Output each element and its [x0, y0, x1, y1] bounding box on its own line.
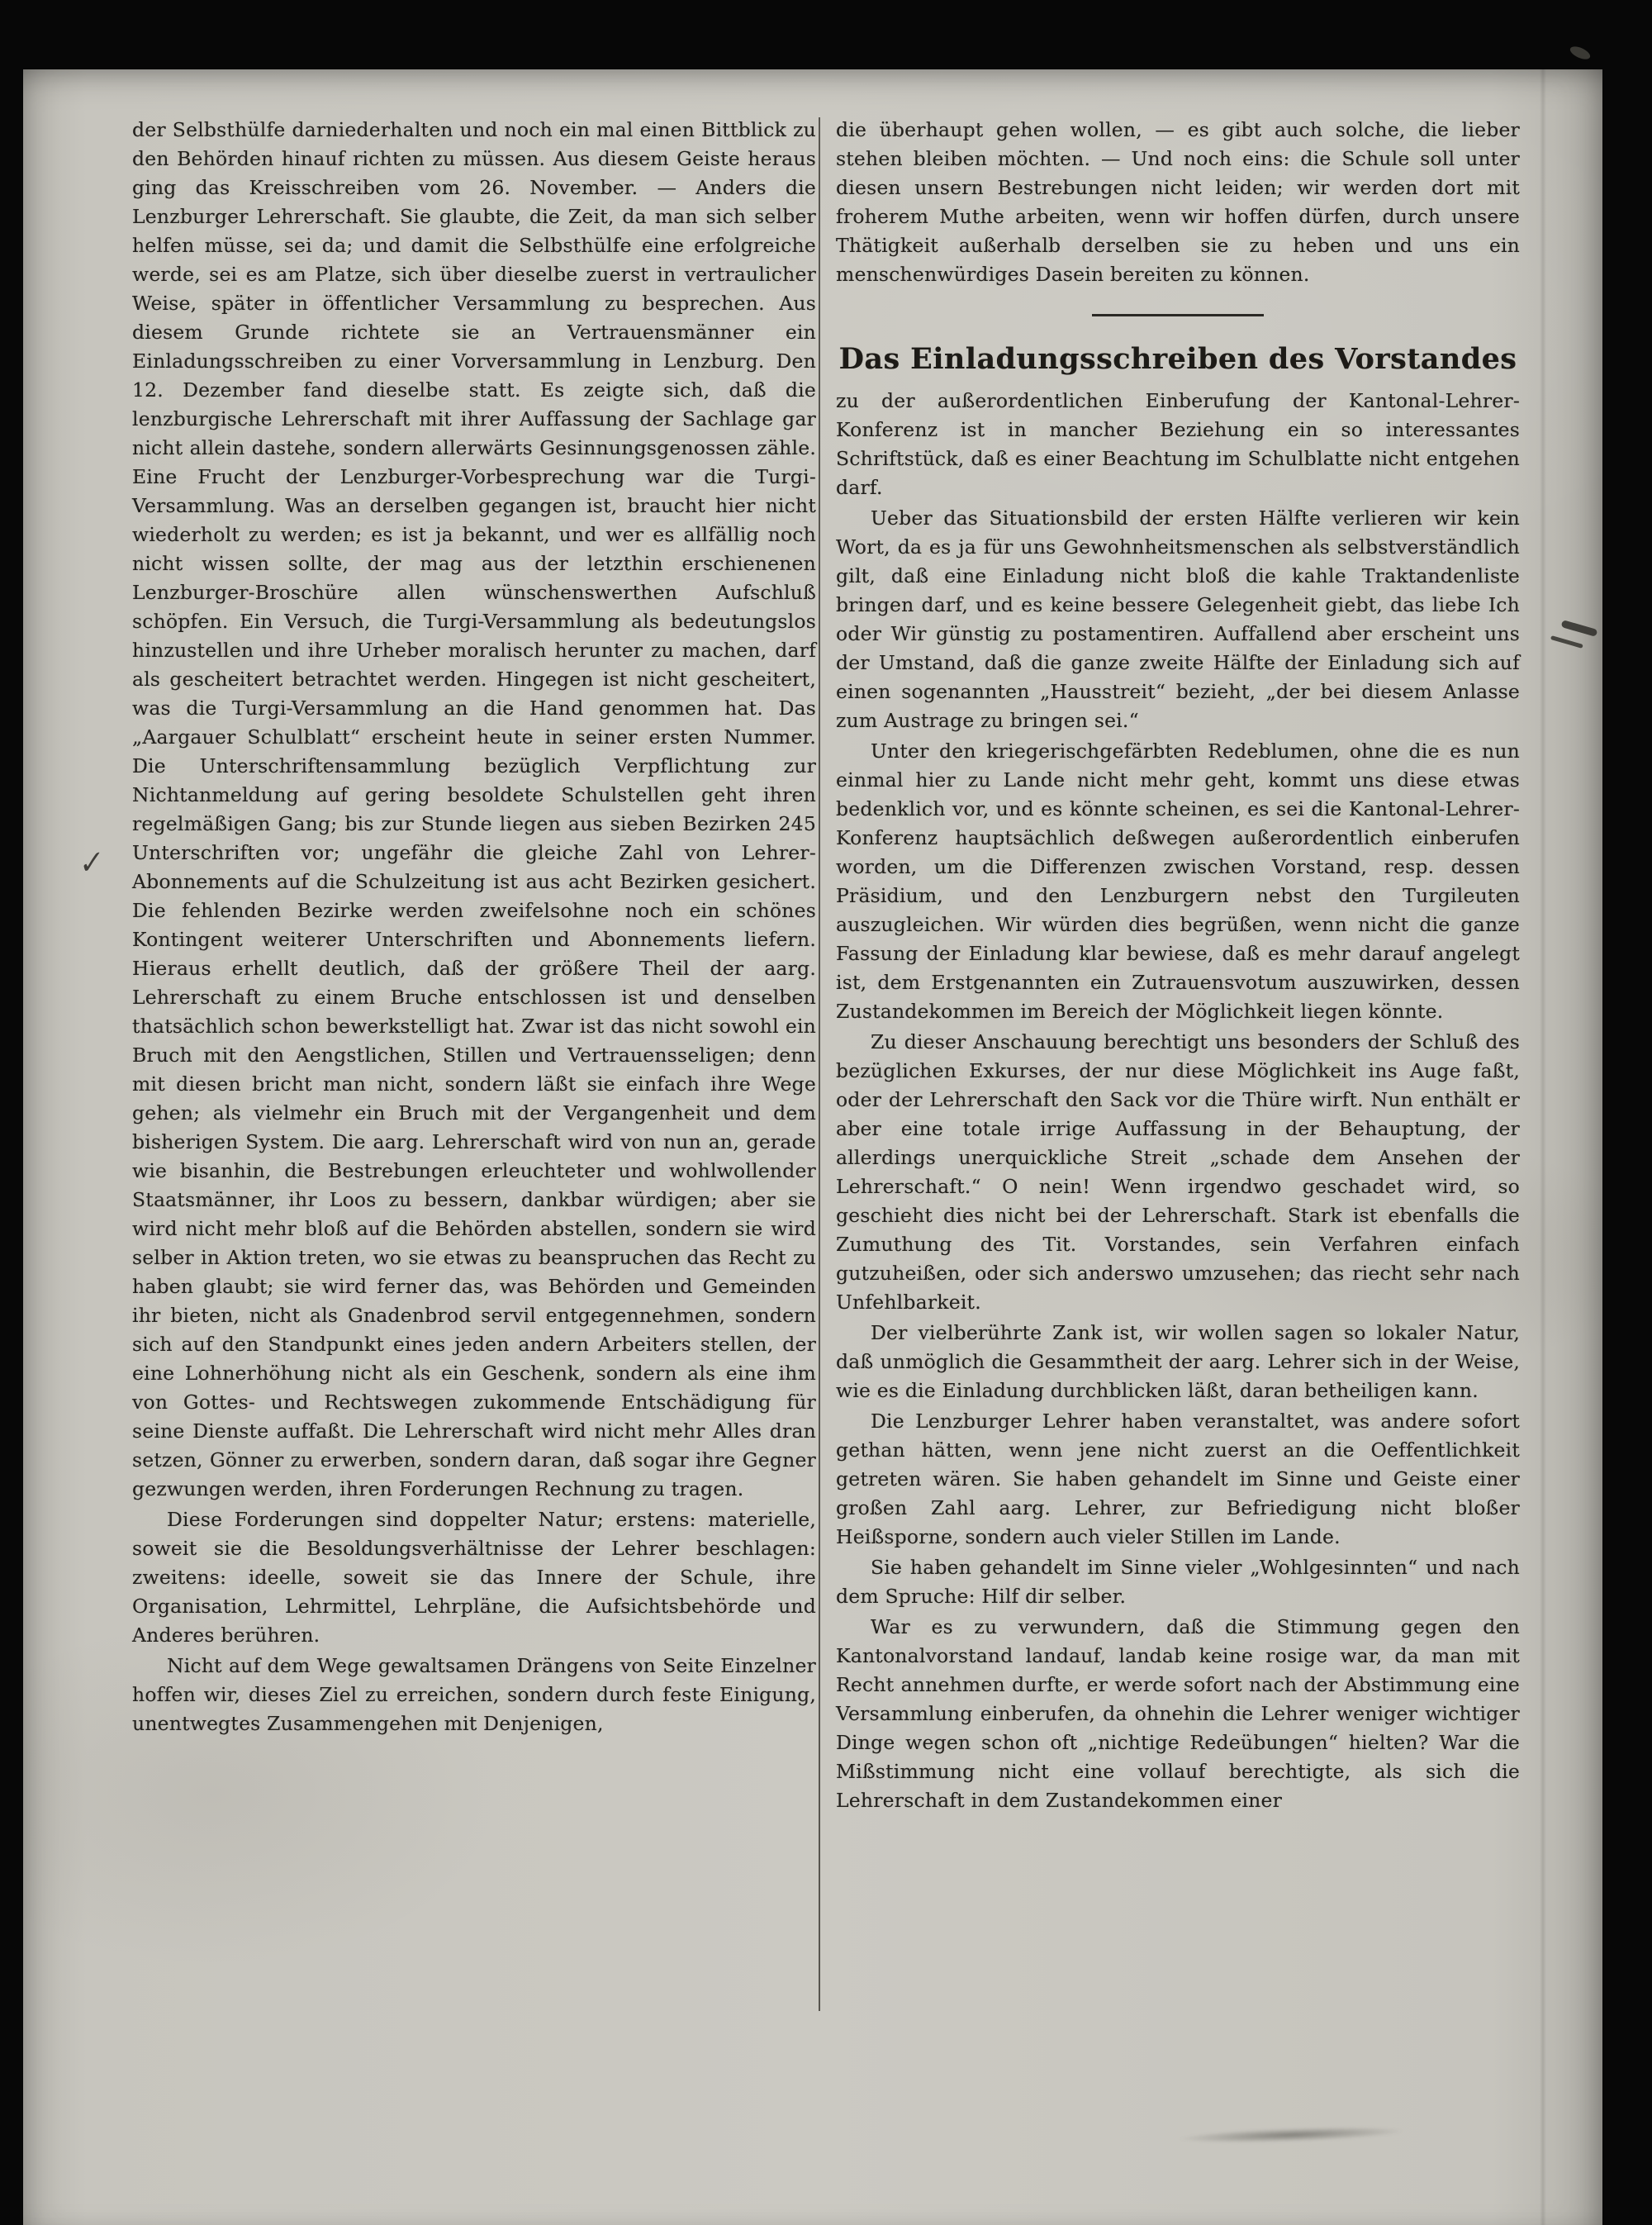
paragraph: Die Lenzburger Lehrer haben veranstaltet, was andere sofort gethan hätten, wenn jene nicht zuerst an die Oeffentlichkeit getreten wären. Sie haben gehandelt im Sinne und Geiste einer großen Zahl aarg. Lehrer, zur Befriedigung nicht bloßer Heißsporne, sondern auch vieler Stillen im Lande.	[836, 1410, 1520, 1548]
handwritten-checkmark-annotation: ✓	[78, 843, 105, 883]
paper-fold-crease	[1540, 69, 1546, 2225]
scan-artifact-speck	[1569, 44, 1593, 62]
left-text-column	[132, 116, 816, 1740]
paragraph-continuation: der Selbsthülfe darniederhalten und noch ein mal einen Bittblick zu den Behörden hinauf richten zu müssen. Aus diesem Geiste heraus ging das Kreisschreiben vom 26. November. — Anders die Lenzburger Lehrerschaft. Sie glaubte, die Zeit, da man sich selber helfen müsse, sei da; und damit die Selbsthülfe eine erfolgreiche werde, sei es am Platze, sich über dieselbe zuerst in vertraulicher Weise, später in öffentlicher Versammlung zu besprechen. Aus diesem Grunde richtete sie an Vertrauensmänner ein Einladungsschreiben zu einer Vorversammlung in Lenzburg. Den 12. Dezember fand dieselbe statt. Es zeigte sich, daß die lenzburgische Lehrerschaft mit ihrer Auffassung der Sachlage gar nicht allein dastehe, sondern allerwärts Gesinnungsgenossen zähle. Eine Frucht der Lenzburger-Vorbesprechung war die Turgi-Versammlung. Was an derselben gegangen ist, braucht hier nicht wiederholt zu werden; es ist ja bekannt, und wer es allfällig noch nicht wissen sollte, der mag aus der letzthin erschienenen Lenzburger-Broschüre allen wünschenswerthen Aufschluß schöpfen. Ein Versuch, die Turgi-Versammlung als bedeutungslos hinzustellen und ihre Urheber moralisch herunter zu machen, darf als gescheitert betrachtet werden. Hingegen ist nicht gescheitert, was die Turgi-Versammlung an die Hand genommen hat. Das „Aargauer Schulblatt“ erscheint heute in seiner ersten Nummer. Die Unterschriftensammlung bezüglich Verpflichtung zur Nichtanmeldung auf gering besoldete Schulstellen geht ihren regelmäßigen Gang; bis zur Stunde liegen aus sieben Bezirken 245 Unterschriften vor; ungefähr die gleiche Zahl von Lehrer-Abonnements auf die Schulzeitung ist aus acht Bezirken gesichert. Die fehlenden Bezirke werden zweifelsohne noch ein schönes Kontingent weiterer Unterschriften und Abonnements liefern. Hieraus erhellt deutlich, daß der größere Theil der aarg. Lehrerschaft zu einem Bruche entschlossen ist und denselben thatsächlich schon bewerkstelligt hat. Zwar ist das nicht sowohl ein Bruch mit den Aengstlichen, Stillen und Vertrauensseligen; denn mit diesen bricht man nicht, sondern läßt sie einfach ihre Wege gehen; als vielmehr ein Bruch mit der Vergangenheit und dem bisherigen System. Die aarg. Lehrerschaft wird von nun an, gerade wie bisanhin, die Bestrebungen erleuchteter und wohlwollender Staatsmänner, ihr Loos zu bessern, dankbar würdigen; aber sie wird nicht mehr bloß auf die Behörden abstellen, sondern sie wird selber in Aktion treten, wo sie etwas zu beanspruchen das Recht zu haben glaubt; sie wird ferner das, was Behörden und Gemeinden ihr bieten, nicht als Gnadenbrod servil entgegennehmen, sondern sich auf den Standpunkt eines jeden andern Arbeiters stellen, der eine Lohnerhöhung nicht als ein Geschenk, sondern als eine ihm von Gottes- und Rechtswegen zukommende Entschädigung für seine Dienste auffaßt. Die Lehrerschaft wird nicht mehr Alles dran setzen, Gönner zu erwerben, sondern daran, daß sogar ihre Gegner gezwungen werden, ihren Forderungen Rechnung zu tragen.	[132, 118, 816, 1500]
scan-artifact-edge-marks	[1561, 620, 1598, 637]
column-divider-rule	[819, 117, 820, 2011]
newspaper-paper-sheet	[23, 69, 1602, 2225]
paragraph: Unter den kriegerischgefärbten Redeblumen, ohne die es nun einmal hier zu Lande nicht mehr geht, kommt uns diese etwas bedenklich vor, und es könnte scheinen, es sei die Kantonal-Lehrer-Konferenz hauptsächlich deßwegen außerordentlich einberufen worden, um die Differenzen zwischen Vorstand, resp. dessen Präsidium, und den Lenzburgern nebst den Turgileuten auszugleichen. Wir würden dies begrüßen, wenn nicht die ganze Fassung der Einladung klar bewiese, daß es mehr darauf angelegt ist, dem Erstgenannten ein Zutrauensvotum auszuwirken, dessen Zustandekommen im Bereich der Möglichkeit liegen könnte.	[836, 739, 1520, 1023]
paragraph: War es zu verwundern, daß die Stimmung gegen den Kantonalvorstand landauf, landab keine rosige war, da man mit Recht annehmen durfte, er werde sofort nach der Abstimmung eine Versammlung einberufen, da ohnehin die Lehrer weniger wichtiger Dinge wegen schon oft „nichtige Redeübungen“ hielten? War die Mißstimmung nicht eine vollauf berechtigte, als sich die Lehrerschaft in dem Zustandekommen einer	[836, 1615, 1520, 1812]
paragraph-continuation: die überhaupt gehen wollen, — es gibt auch solche, die lieber stehen bleiben möchten. — Und noch eins: die Schule soll unter diesen unsern Bestrebungen nicht leiden; wir werden dort mit froherem Muthe arbeiten, wenn wir hoffen dürfen, durch unsere Thätigkeit außerhalb derselben sie zu heben und uns ein menschenwürdiges Dasein bereiten zu können.	[836, 118, 1520, 286]
paragraph: Der vielberührte Zank ist, wir wollen sagen so lokaler Natur, daß unmöglich die Gesammtheit der aarg. Lehrer sich in der Weise, wie es die Einladung durchblicken läßt, daran betheiligen kann.	[836, 1321, 1520, 1402]
paragraph: Zu dieser Anschauung berechtigt uns besonders der Schluß des bezüglichen Exkurses, der nur diese Möglichkeit ins Auge faßt, oder der Lehrerschaft den Sack vor die Thüre wirft. Nun enthält er aber eine totale irrige Auffassung in der Behauptung, der allerdings unerquickliche Streit „schade dem Ansehen der Lehrerschaft.“ O nein! Wenn irgendwo geschadet wird, so geschieht dies nicht bei der Lehrerschaft. Stark ist ebenfalls die Zumuthung des Tit. Vorstandes, sein Verfahren einfach gutzuheißen, oder sich anderswo umzusehen; das riecht sehr nach Unfehlbarkeit.	[836, 1030, 1520, 1314]
paragraph: Ueber das Situationsbild der ersten Hälfte verlieren wir kein Wort, da es ja für uns Gewohnheitsmenschen als selbstverständlich gilt, daß eine Einladung nicht bloß die kahle Traktandenliste bringen darf, und es keine bessere Gelegenheit giebt, das liebe Ich oder Wir günstig zu postamentiren. Auffallend aber erscheint uns der Umstand, daß die ganze zweite Hälfte der Einladung sich auf einen sogenannten „Hausstreit“ bezieht, „der bei diesem Anlasse zum Austrage zu bringen sei.“	[836, 506, 1520, 732]
paragraph: Sie haben gehandelt im Sinne vieler „Wohlgesinnten“ und nach dem Spruche: Hilf dir selber.	[836, 1556, 1520, 1608]
paragraph: Diese Forderungen sind doppelter Natur; erstens: materielle, soweit sie die Besoldungsverhältnisse der Lehrer beschlagen: zweitens: ideelle, soweit sie das Innere der Schule, ihre Organisation, Lehrmittel, Lehrpläne, die Aufsichtsbehörde und Anderes berühren.	[132, 1508, 816, 1647]
paragraph: zu der außerordentlichen Einberufung der Kantonal-Lehrer-Konferenz ist in mancher Beziehung ein so interessantes Schriftstück, daß es einer Beachtung im Schulblatte nicht entgehen darf.	[836, 389, 1520, 499]
section-separator-rule	[1092, 314, 1264, 316]
scan-artifact-smudge	[1180, 2124, 1403, 2145]
right-text-column	[836, 116, 1520, 1817]
paragraph: Nicht auf dem Wege gewaltsamen Drängens von Seite Einzelner hoffen wir, dieses Ziel zu erreichen, sondern durch feste Einigung, unentwegtes Zusammengehen mit Denjenigen,	[132, 1654, 816, 1735]
article-heading: Das Einladungsschreiben des Vorstandes	[838, 342, 1517, 376]
